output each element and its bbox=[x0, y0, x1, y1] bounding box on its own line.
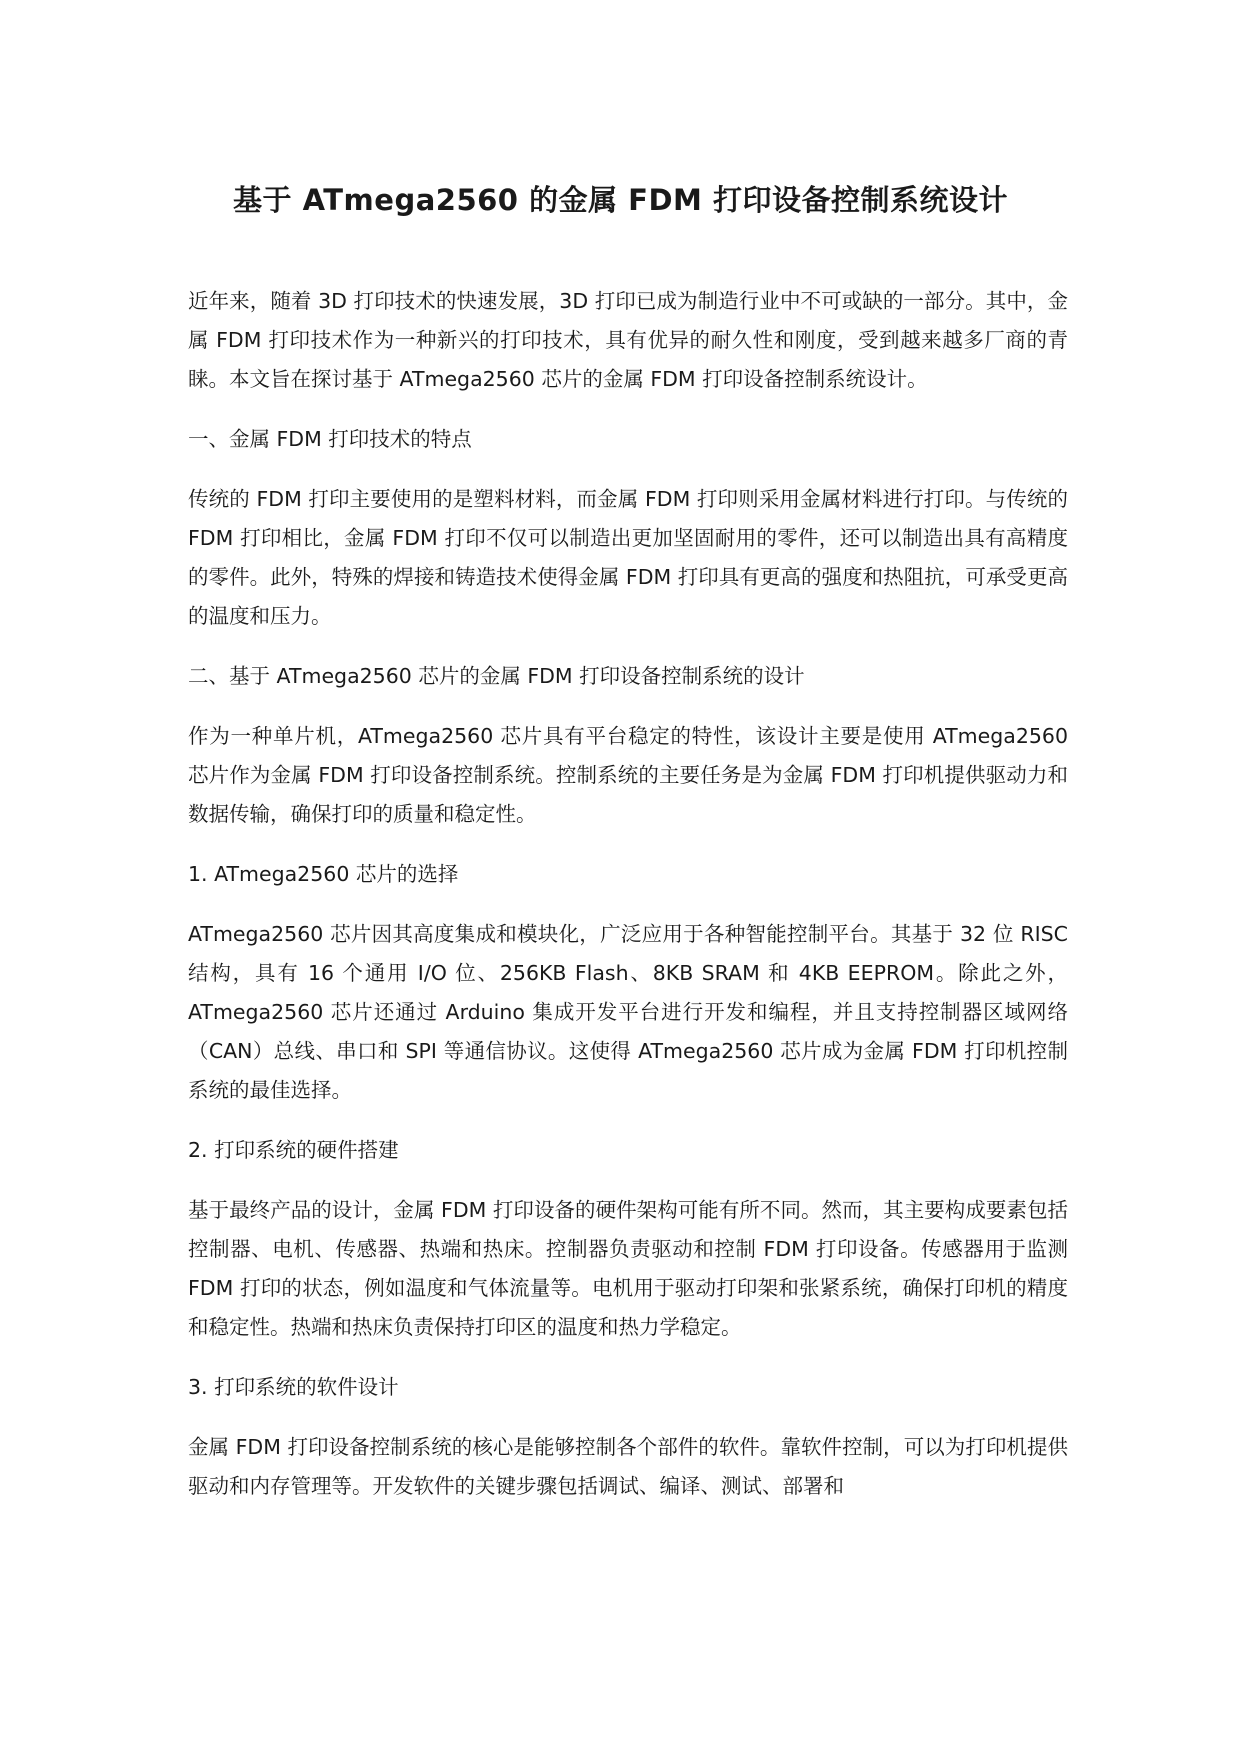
subsection-heading-chip: 1. ATmega2560 芯片的选择 bbox=[188, 862, 459, 886]
paragraph-software: 金属 FDM 打印设备控制系统的核心是能够控制各个部件的软件。靠软件控制，可以为打印机提供驱动和内存管理等。开发软件的关键步骤包括调试、编译、测试、部署和 bbox=[188, 1435, 1068, 1498]
paragraph-chip-selection: ATmega2560 芯片因其高度集成和模块化，广泛应用于各种智能控制平台。其基于 32 位 RISC 结构，具有 16 个通用 I/O 位、256KB Flash、8KB SRAM 和 4KB EEPROM。除此之外，ATmega2560 芯片还通过 Arduino 集成开发平台进行开发和编程，并且支持控制器区域网络（CAN）总线、串口和 SPI 等通信协议。这使得 ATmega2560 芯片成为金属 FDM 打印机控制系统的最佳选择。 bbox=[188, 922, 1068, 1102]
subsection-heading-software: 3. 打印系统的软件设计 bbox=[188, 1375, 399, 1399]
paragraph-intro: 近年来，随着 3D 打印技术的快速发展，3D 打印已成为制造行业中不可或缺的一部分。其中，金属 FDM 打印技术作为一种新兴的打印技术，具有优异的耐久性和刚度，受到越来越多厂商的青睐。本文旨在探讨基于 ATmega2560 芯片的金属 FDM 打印设备控制系统设计。 bbox=[188, 289, 1068, 391]
paragraph-hardware: 基于最终产品的设计，金属 FDM 打印设备的硬件架构可能有所不同。然而，其主要构成要素包括控制器、电机、传感器、热端和热床。控制器负责驱动和控制 FDM 打印设备。传感器用于监测 FDM 打印的状态，例如温度和气体流量等。电机用于驱动打印架和张紧系统，确保打印机的精度和稳定性。热端和热床负责保持打印区的温度和热力学稳定。 bbox=[188, 1198, 1068, 1339]
paragraph-fdm-features: 传统的 FDM 打印主要使用的是塑料材料，而金属 FDM 打印则采用金属材料进行打印。与传统的 FDM 打印相比，金属 FDM 打印不仅可以制造出更加坚固耐用的零件，还可以制造出具有高精度的零件。此外，特殊的焊接和铸造技术使得金属 FDM 打印具有更高的强度和热阻抗，可承受更高的温度和压力。 bbox=[188, 487, 1068, 628]
subsection-heading-hardware: 2. 打印系统的硬件搭建 bbox=[188, 1138, 399, 1162]
paragraph-control-design: 作为一种单片机，ATmega2560 芯片具有平台稳定的特性，该设计主要是使用 ATmega2560 芯片作为金属 FDM 打印设备控制系统。控制系统的主要任务是为金属 FDM 打印机提供驱动力和数据传输，确保打印的质量和稳定性。 bbox=[188, 724, 1068, 826]
section-heading-2: 二、基于 ATmega2560 芯片的金属 FDM 打印设备控制系统的设计 bbox=[188, 664, 805, 688]
document-title: 基于 ATmega2560 的金属 FDM 打印设备控制系统设计 bbox=[232, 183, 1009, 217]
document-body bbox=[188, 282, 1068, 1527]
section-heading-1: 一、金属 FDM 打印技术的特点 bbox=[188, 427, 472, 451]
